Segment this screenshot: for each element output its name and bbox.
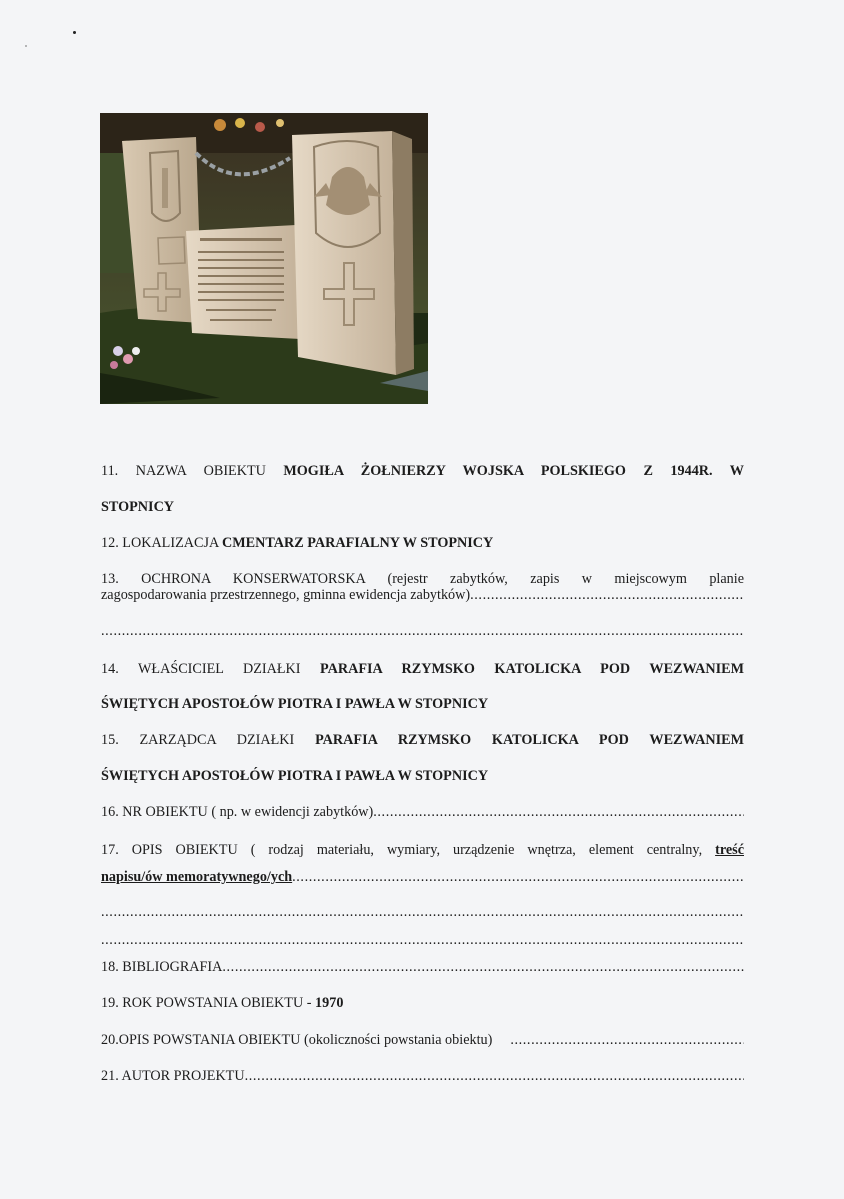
field-17-blank-line-2 bbox=[101, 931, 744, 949]
field-17-description-cont bbox=[101, 868, 744, 886]
field-13-blank-line bbox=[101, 622, 744, 640]
field-15-label: 15. ZARZĄDCA DZIAŁKI bbox=[101, 732, 316, 748]
field-13-dots bbox=[470, 586, 744, 604]
field-11-value-cont: STOPNICY bbox=[101, 499, 175, 515]
field-18-bibliography bbox=[101, 958, 744, 976]
field-11-label: 11. NAZWA OBIEKTU bbox=[101, 463, 284, 479]
field-17-dots-3 bbox=[101, 931, 744, 949]
field-15-value-cont: ŚWIĘTYCH APOSTOŁÓW PIOTRA I PAWŁA W STOPNICY bbox=[101, 768, 489, 784]
field-17-description bbox=[101, 841, 744, 859]
field-21-author bbox=[101, 1067, 744, 1085]
field-19-year bbox=[101, 994, 744, 1012]
field-21-dots bbox=[245, 1067, 744, 1085]
field-17-dots bbox=[292, 868, 744, 886]
field-19-label: 19. ROK POWSTANIA OBIEKTU - bbox=[101, 995, 316, 1011]
field-15-manager bbox=[101, 731, 744, 749]
field-17-dots-2 bbox=[101, 903, 744, 921]
field-18-label: 18. BIBLIOGRAFIA bbox=[101, 959, 223, 975]
field-13-protection-cont bbox=[101, 586, 744, 604]
scan-speck bbox=[25, 45, 27, 47]
field-17-line1: 17. OPIS OBIEKTU ( rodzaj materiału, wymiary, urządzenie wnętrza, element centralny, bbox=[101, 842, 703, 858]
field-16-number bbox=[101, 803, 744, 821]
field-20-label: 20.OPIS POWSTANIA OBIEKTU (okoliczności powstania obiektu) bbox=[101, 1032, 493, 1048]
field-14-label: 14. WŁAŚCICIEL DZIAŁKI bbox=[101, 661, 321, 677]
monument-photo-image bbox=[100, 113, 428, 404]
field-11-name bbox=[101, 462, 744, 480]
monument-photo bbox=[100, 113, 428, 404]
field-19-value: 1970 bbox=[315, 995, 344, 1011]
field-11-name-cont bbox=[101, 498, 744, 516]
scan-speck bbox=[73, 31, 76, 34]
field-11-value: MOGIŁA ŻOŁNIERZY WOJSKA POLSKIEGO Z 1944R. W bbox=[283, 463, 744, 479]
field-14-owner-cont bbox=[101, 695, 744, 713]
field-18-dots bbox=[222, 958, 744, 976]
field-13-dots-2 bbox=[101, 622, 744, 640]
field-16-dots bbox=[373, 803, 744, 821]
field-12-label: 12. LOKALIZACJA bbox=[101, 535, 222, 551]
field-20-dots bbox=[510, 1031, 744, 1049]
field-20-origin bbox=[101, 1031, 744, 1049]
field-16-label: 16. NR OBIEKTU ( np. w ewidencji zabytków) bbox=[101, 804, 374, 820]
field-15-value: PARAFIA RZYMSKO KATOLICKA POD WEZWANIEM bbox=[315, 732, 744, 748]
field-14-owner bbox=[101, 660, 744, 678]
field-21-label: 21. AUTOR PROJEKTU bbox=[101, 1068, 245, 1084]
field-14-value-cont: ŚWIĘTYCH APOSTOŁÓW PIOTRA I PAWŁA W STOPNICY bbox=[101, 696, 489, 712]
field-13-line1: 13. OCHRONA KONSERWATORSKA (rejestr zabytków, zapis w miejscowym planie bbox=[101, 571, 744, 587]
field-17-underlined-b: napisu/ów memoratywnego/ych bbox=[101, 869, 293, 885]
field-13-line2: zagospodarowania przestrzennego, gminna ewidencja zabytków) bbox=[101, 587, 471, 603]
field-12-value: CMENTARZ PARAFIALNY W STOPNICY bbox=[221, 535, 494, 551]
field-12-location bbox=[101, 534, 744, 552]
field-14-value: PARAFIA RZYMSKO KATOLICKA POD WEZWANIEM bbox=[320, 661, 744, 677]
field-17-blank-line-1 bbox=[101, 903, 744, 921]
field-17-underlined-a: treść bbox=[715, 842, 744, 858]
field-15-manager-cont bbox=[101, 767, 744, 785]
